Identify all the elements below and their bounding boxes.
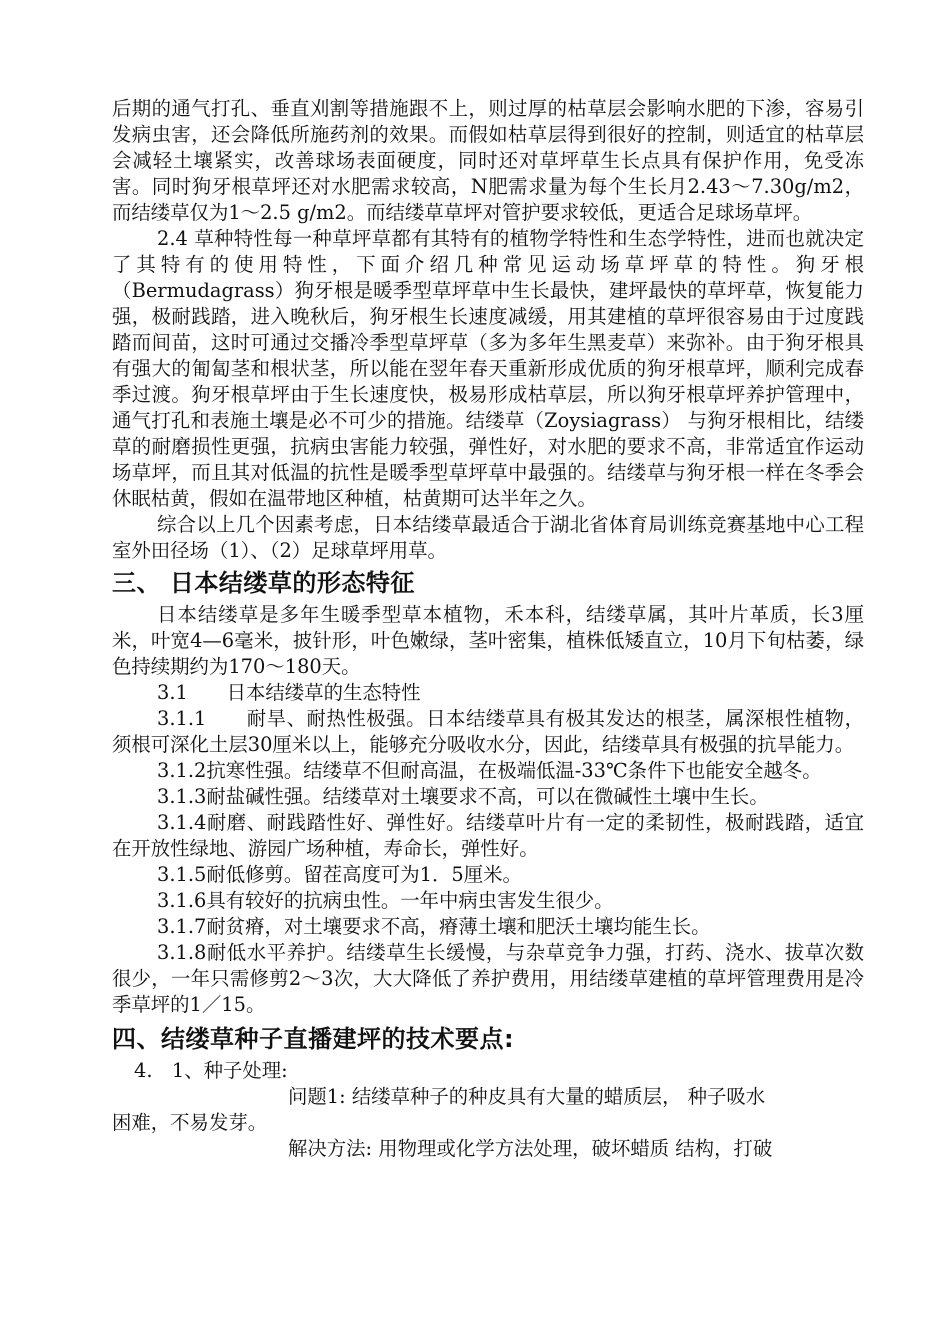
section-heading-4-wrap <box>112 1024 864 1054</box>
section-heading-4: 四、结缕草种子直播建坪的技术要点: <box>112 1025 515 1053</box>
section-heading-3-wrap <box>112 568 864 598</box>
paragraph-3-1-7: 3.1.7耐贫瘠，对土壤要求不高，瘠薄土壤和肥沃土壤均能生长。 <box>157 915 711 938</box>
paragraph-3-1-3: 3.1.3耐盐碱性强。结缕草对土壤要求不高，可以在微碱性土壤中生长。 <box>157 785 769 808</box>
paragraph-3-1-2: 3.1.2抗寒性强。结缕草不但耐高温，在极端低温-33℃条件下也能安全越冬。 <box>157 759 822 782</box>
paragraph-3-1-5: 3.1.5耐低修剪。留茬高度可为1．5厘米。 <box>157 863 522 886</box>
paragraph-3-1-6: 3.1.6具有较好的抗病虫性。一年中病虫害发生很少。 <box>157 889 614 912</box>
problem-1-line: 问题1: 结缕草种子的种皮具有大量的蜡质层， 种子吸水 <box>288 1085 766 1108</box>
document-page <box>112 96 864 1162</box>
paragraph-thatch-layer: 后期的通气打孔、垂直刈割等措施跟不上，则过厚的枯草层会影响水肥的下渗，容易引发病虫害，还会降低所施药剂的效果。而假如枯草层得到很好的控制，则适宜的枯草层会减轻土壤紧实，改善球场表面硬度，同时还对草坪草生长点具有保护作用，免受冻害。同时狗牙根草坪还对水肥需求较高，N肥需求量为每个生长月2.43～7.30g/m2，而结缕草仅为1～2.5 g/m2。而结缕草草坪对管护要求较低，更适合足球场草坪。 <box>112 97 864 224</box>
paragraph-3-1-4: 3.1.4耐磨、耐践踏性好、弹性好。结缕草叶片有一定的柔韧性，极耐践踏，适宜在开放性绿地、游园广场种植，寿命长，弹性好。 <box>112 811 864 860</box>
paragraph-3-1-8: 3.1.8耐低水平养护。结缕草生长缓慢，与杂草竞争力强，打药、浇水、拔草次数很少，一年只需修剪2～3次，大大降低了养护费用，用结缕草建植的草坪管理费用是冷季草坪的1／15。 <box>112 941 864 1016</box>
paragraph-3-1-1: 3.1.1 耐旱、耐热性极强。日本结缕草具有极其发达的根茎，属深根性植物，须根可深化土层30厘米以上，能够充分吸收水分，因此，结缕草具有极强的抗旱能力。 <box>112 707 864 756</box>
paragraph-conclusion: 综合以上几个因素考虑，日本结缕草最适合于湖北省体育局训练竞赛基地中心工程室外田径场（1）、（2）足球草坪用草。 <box>112 513 864 562</box>
solution-line: 解决方法: 用物理或化学方法处理，破坏蜡质 结构，打破 <box>288 1137 773 1160</box>
problem-1-continuation: 困难，不易发芽。 <box>112 1111 268 1134</box>
section-heading-3: 三、 日本结缕草的形态特征 <box>112 569 415 597</box>
subheading-3-1: 3.1 日本结缕草的生态特性 <box>157 681 421 704</box>
item-seed-treatment: 4. 1、种子处理: <box>134 1059 288 1082</box>
paragraph-morphology: 日本结缕草是多年生暖季型草本植物，禾本科，结缕草属，其叶片革质，长3厘米，叶宽4—6毫米，披针形，叶色嫩绿，茎叶密集，植株低矮直立，10月下旬枯萎，绿色持续期约为170～180天。 <box>112 603 864 678</box>
paragraph-grass-characteristics: 2.4 草种特性每一种草坪草都有其特有的植物学特性和生态学特性，进而也就决定了其特有的使用特性，下面介绍几种常见运动场草坪草的特性。狗牙根（Bermudagrass）狗牙根是暖季型草坪草中生长最快，建坪最快的草坪草，恢复能力强，极耐践踏，进入晚秋后，狗牙根生长速度减缓，用其建植的草坪很容易由于过度践踏而间苗，这时可通过交播冷季型草坪草（多为多年生黑麦草）来弥补。由于狗牙根具有强大的匍匐茎和根状茎，所以能在翌年春天重新形成优质的狗牙根草坪，顺利完成春季过渡。狗牙根草坪由于生长速度快，极易形成枯草层，所以狗牙根草坪养护管理中，通气打孔和表施土壤是必不可少的措施。结缕草（Zoysiagrass） 与狗牙根相比，结缕草的耐磨损性更强，抗病虫害能力较强，弹性好，对水肥的要求不高，非常适宜作运动场草坪，而且其对低温的抗性是暖季型草坪草中最强的。结缕草与狗牙根一样在冬季会休眠枯黄，假如在温带地区种植，枯黄期可达半年之久。 <box>112 227 864 510</box>
